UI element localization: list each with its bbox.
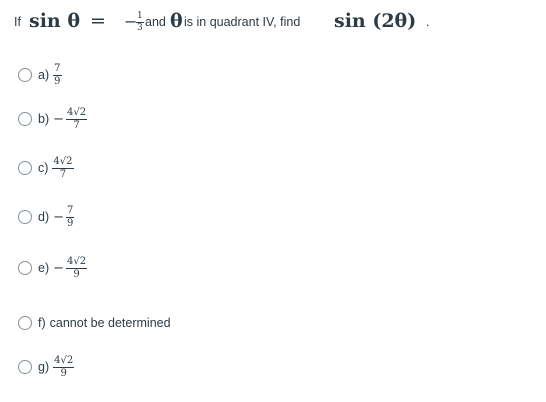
option-f-text: cannot be determined [49,316,171,330]
given-denominator: 3 [137,23,143,33]
given-numerator: 1 [137,11,143,21]
question-prefix: If [14,15,21,29]
radio-button-f[interactable] [18,316,32,330]
radio-button-e[interactable] [18,261,32,275]
given-minus: − [124,12,138,31]
option-c[interactable] [18,155,74,181]
option-b-label: b) [38,112,50,126]
question-quadrant-text: is in quadrant IV, find [184,15,301,29]
option-b-sign: − [53,111,65,127]
theta-symbol: θ [170,10,183,32]
option-c-label: c) [38,161,49,175]
option-b[interactable] [18,106,87,132]
question-and: and [145,15,166,29]
option-a[interactable] [18,62,62,88]
option-e-denominator: 9 [73,268,80,280]
option-f-label: f) [38,316,46,330]
option-b-fraction [66,108,87,131]
option-e[interactable] [18,255,87,281]
option-d-label: d) [38,210,50,224]
option-f[interactable] [18,310,171,336]
option-b-numerator: 4√2 [67,106,87,118]
option-e-sign: − [53,260,65,276]
target-expression: sin (2θ) [334,10,417,32]
option-d[interactable] [18,204,74,230]
option-a-fraction [53,64,61,87]
option-g-label: g) [38,360,50,374]
option-d-fraction [66,206,74,229]
radio-button-d[interactable] [18,210,32,224]
option-a-label: a) [38,68,50,82]
sin-theta: sin θ [29,10,81,32]
radio-button-g[interactable] [18,360,32,374]
option-e-numerator: 4√2 [67,255,87,267]
option-d-numerator: 7 [67,204,74,216]
option-c-denominator: 7 [59,168,67,180]
option-a-numerator: 7 [54,62,61,74]
option-d-sign: − [53,209,65,225]
radio-button-a[interactable] [18,68,32,82]
option-b-denominator: 7 [73,119,80,131]
option-g-numerator: 4√2 [54,354,74,366]
option-c-fraction [52,157,73,180]
question-period: . [426,15,430,29]
given-fraction [136,12,144,33]
equals-sign: = [90,10,106,32]
option-g-denominator: 9 [60,367,67,379]
option-a-denominator: 9 [54,75,61,87]
option-e-fraction [66,257,87,280]
option-e-label: e) [38,261,50,275]
radio-button-c[interactable] [18,161,32,175]
option-d-denominator: 9 [67,217,74,229]
radio-button-b[interactable] [18,112,32,126]
option-g[interactable] [18,354,74,380]
option-g-fraction [53,356,74,379]
option-c-numerator: 4√2 [53,155,73,167]
